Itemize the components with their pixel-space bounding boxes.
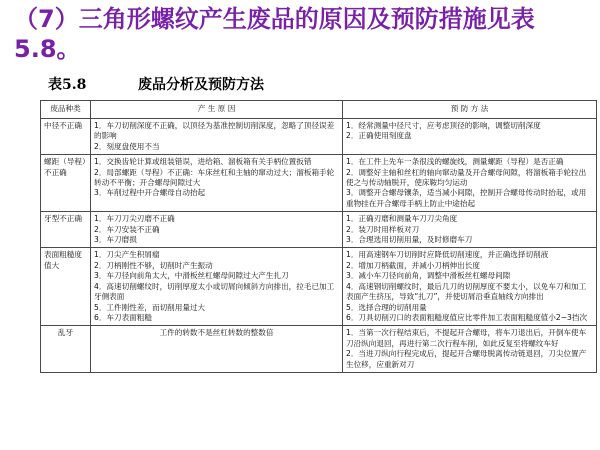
table-row [41, 155, 597, 212]
remedy-item: 3．合理选用切削用量，及时修磨车刀 [346, 235, 473, 245]
table-caption [48, 74, 568, 94]
cause-item: 1．交换齿轮计算或组装错误，进给箱、溜板箱有关手柄位置扳错 [94, 157, 312, 167]
remedy-item: 1．当第一次行程结束后，不提起开合螺母，将车刀退出后，开倒车使车刀沿纵向退回，再进行第二次行程车削，如此反复至将螺纹车好 [346, 328, 587, 348]
table-number: 表5.8 [48, 77, 87, 93]
remedy-item: 2．增加刀柄截面，并减小刀柄伸出长度 [346, 260, 480, 270]
remedy-item: 3．调整开合螺母镶条，适当减小间隙，控制开合螺母传动时抬起，或用重物挂在开合螺母手柄上防止中途抬起 [346, 188, 587, 208]
header-remedy: 预 防 方 法 [343, 101, 597, 119]
cause-cell [91, 212, 343, 248]
remedy-cell [343, 119, 597, 155]
remedy-cell [343, 155, 597, 212]
header-cause: 产 生 原 因 [91, 101, 343, 119]
table-row [41, 248, 597, 326]
cause-cell [91, 248, 343, 326]
cause-item: 1．车刀刀尖刃磨不正确 [94, 214, 175, 224]
defect-analysis-table [40, 100, 597, 373]
cause-cell: 工件的转数不是丝杠转数的整数倍 [91, 326, 343, 373]
cause-item: 3．车削过程中开合螺母自动抬起 [94, 188, 206, 198]
header-defect-type: 废品种类 [41, 101, 91, 119]
cause-item: 3．车刀径向前角太大，中滑板丝杠螺母间隙过大产生扎刀 [94, 271, 289, 281]
cause-item: 4．高速切削螺纹时，切削厚度太小或切屑向倾斜方向排出，拉毛已加工牙侧表面 [94, 281, 335, 302]
cause-item: 1．刀尖产生积屑瘤 [94, 250, 160, 260]
table-row [41, 326, 597, 373]
remedy-item: 2．装刀时用样板对刀 [346, 224, 420, 234]
cause-cell [91, 119, 343, 155]
remedy-item: 5．选择合理的切削用量 [346, 302, 427, 312]
remedy-cell [343, 212, 597, 248]
table-row [41, 212, 597, 248]
defect-type-cell: 中径不正确 [41, 119, 91, 155]
table-header-row [41, 101, 597, 119]
defect-type-cell: 螺距（导程）不正确 [41, 155, 91, 212]
defect-type-cell: 牙型不正确 [41, 212, 91, 248]
remedy-item: 1．在工件上先车一条很浅的螺旋线，测量螺距（导程）是否正确 [346, 157, 564, 167]
cause-item: 6．车刀表面粗糙 [94, 312, 152, 322]
remedy-item: 1．正确刃磨和测量车刀刀尖角度 [346, 214, 458, 224]
cause-item: 2．刻度盘使用不当 [94, 141, 160, 151]
cause-item: 2．车刀安装不正确 [94, 224, 160, 234]
cause-item: 2．局部螺距（导程）不正确：车床丝杠和主轴的窜动过大；溜板箱手轮转动不平衡；开合螺母间隙过大 [94, 167, 335, 188]
defect-type-cell: 乱牙 [41, 326, 91, 373]
table-row [41, 119, 597, 155]
remedy-item: 2．当进刀纵向行程完成后，提起开合螺母脱离传动链退回，刀尖位置产生位移，应重新对刀 [346, 349, 587, 369]
cause-item: 1．车刀切削深度不正确，以顶径为基准控制切削深度，忽略了顶径误差的影响 [94, 121, 335, 141]
remedy-item: 4．高速钢切削螺纹时，最后几刀的切削厚度不要太小，以免车刀和加工表面产生挤压，导致“扎刀”，并使切屑沿垂直轴线方向排出 [346, 281, 587, 302]
remedy-item: 1．用高速钢车刀切削时应降低切削速度，并正确选择切削液 [346, 250, 549, 260]
remedy-item: 1．经常测量中径尺寸，应考虑顶径的影响，调整切削深度 [346, 121, 541, 130]
defect-type-cell: 表面粗糙度值大 [41, 248, 91, 326]
section-heading: （7）三角形螺纹产生废品的原因及预防措施见表5.8。 [14, 5, 535, 63]
remedy-item: 3．减小车刀径向前角，调整中滑板丝杠螺母间隙 [346, 271, 511, 281]
cause-item: 2．刀柄刚性不够，切削时产生振动 [94, 260, 213, 270]
cause-item: 3．车刀磨损 [94, 235, 137, 245]
remedy-cell [343, 248, 597, 326]
remedy-item: 2．调整好主轴和丝杠的轴向窜动量及开合螺母间隙，将溜板箱手轮拉出使之与传动轴脱开，使床鞍均匀运动 [346, 167, 587, 188]
cause-cell [91, 155, 343, 212]
cause-item: 5．工件刚性差，而切削用量过大 [94, 302, 206, 312]
remedy-cell [343, 326, 597, 373]
remedy-item: 6．刀具切削刃口的表面粗糙度值应比零件加工表面粗糙度值小2~3挡次 [346, 312, 588, 322]
remedy-item: 2．正确使用刻度盘 [346, 131, 412, 141]
table-title: 废品分析及预防方法 [138, 77, 264, 93]
